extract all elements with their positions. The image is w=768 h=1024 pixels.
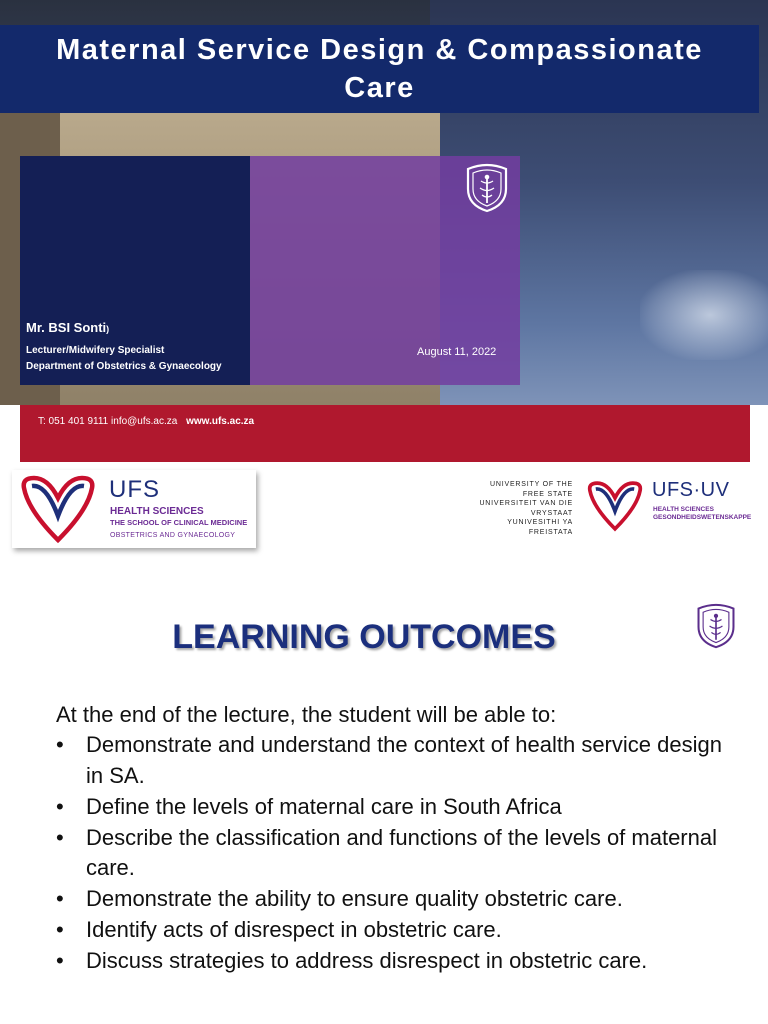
slide-heading: LEARNING OUTCOMES <box>172 618 556 656</box>
university-line: UNIVERSITEIT VAN DIE <box>479 500 573 507</box>
crest-icon <box>464 163 510 213</box>
background-cloud <box>640 270 768 360</box>
university-line: YUNIVESITHI YA <box>507 519 573 526</box>
ufs-heart-logo-icon <box>16 474 100 544</box>
ufs-uv-wordmark: UFS·UV <box>652 479 730 501</box>
contact-bar <box>20 405 750 462</box>
bullet-icon: • <box>56 948 64 973</box>
learning-outcomes-slide <box>0 576 768 1024</box>
university-line: FREISTATA <box>528 528 573 536</box>
bullet-icon: • <box>56 732 64 757</box>
bullet-icon: • <box>56 886 64 911</box>
list-item: • Describe the classification and functions of the levels of maternal care. <box>56 824 717 880</box>
bullet-icon: • <box>56 917 64 942</box>
learning-outcomes-list <box>56 730 736 977</box>
contact-website[interactable]: www.ufs.ac.za <box>186 416 255 427</box>
list-item: • Identify acts of disrespect in obstetric care. <box>56 915 736 946</box>
presentation-date: August 11, 2022 <box>417 346 497 358</box>
contact-phone: T: 051 401 9111 <box>38 416 109 427</box>
health-sciences-bilingual-label: HEALTH SCIENCES GESONDHEIDSWETENSKAPPE <box>653 506 752 521</box>
list-item: • Demonstrate the ability to ensure quality obstetric care. <box>56 884 736 915</box>
contact-info <box>38 416 254 427</box>
bullet-icon: • <box>56 793 64 819</box>
health-sciences-label: HEALTH SCIENCES <box>110 506 204 517</box>
university-line: VRYSTAAT <box>530 509 573 517</box>
ufs-wordmark: UFS <box>109 476 160 503</box>
presenter-role: Lecturer/Midwifery Specialist <box>26 345 165 356</box>
list-item: • Discuss strategies to address disrespect in obstetric care. <box>56 946 736 977</box>
bullet-icon: • <box>56 824 64 850</box>
presenter-name: Mr. BSI Sonti) <box>26 320 110 335</box>
university-line: FREE STATE <box>522 490 573 498</box>
school-label: THE SCHOOL OF CLINICAL MEDICINE <box>110 518 248 527</box>
list-item: • Demonstrate and understand the context of health service design in SA. <box>56 732 722 788</box>
list-item: • Define the levels of maternal care in South Africa <box>56 792 736 823</box>
slide-title: Maternal Service Design & Compassionate Care <box>56 34 703 104</box>
intro-text: At the end of the lecture, the student will be able to: <box>56 702 557 727</box>
university-name-block <box>470 480 573 537</box>
presenter-department: Department of Obstetrics & Gynaecology <box>26 361 222 372</box>
ufs-heart-logo-icon <box>584 476 646 536</box>
title-bar <box>0 25 759 113</box>
university-line: UNIVERSITY OF THE <box>490 481 573 488</box>
department-label: OBSTETRICS AND GYNAECOLOGY <box>110 532 236 539</box>
contact-email[interactable]: info@ufs.ac.za <box>111 416 178 427</box>
